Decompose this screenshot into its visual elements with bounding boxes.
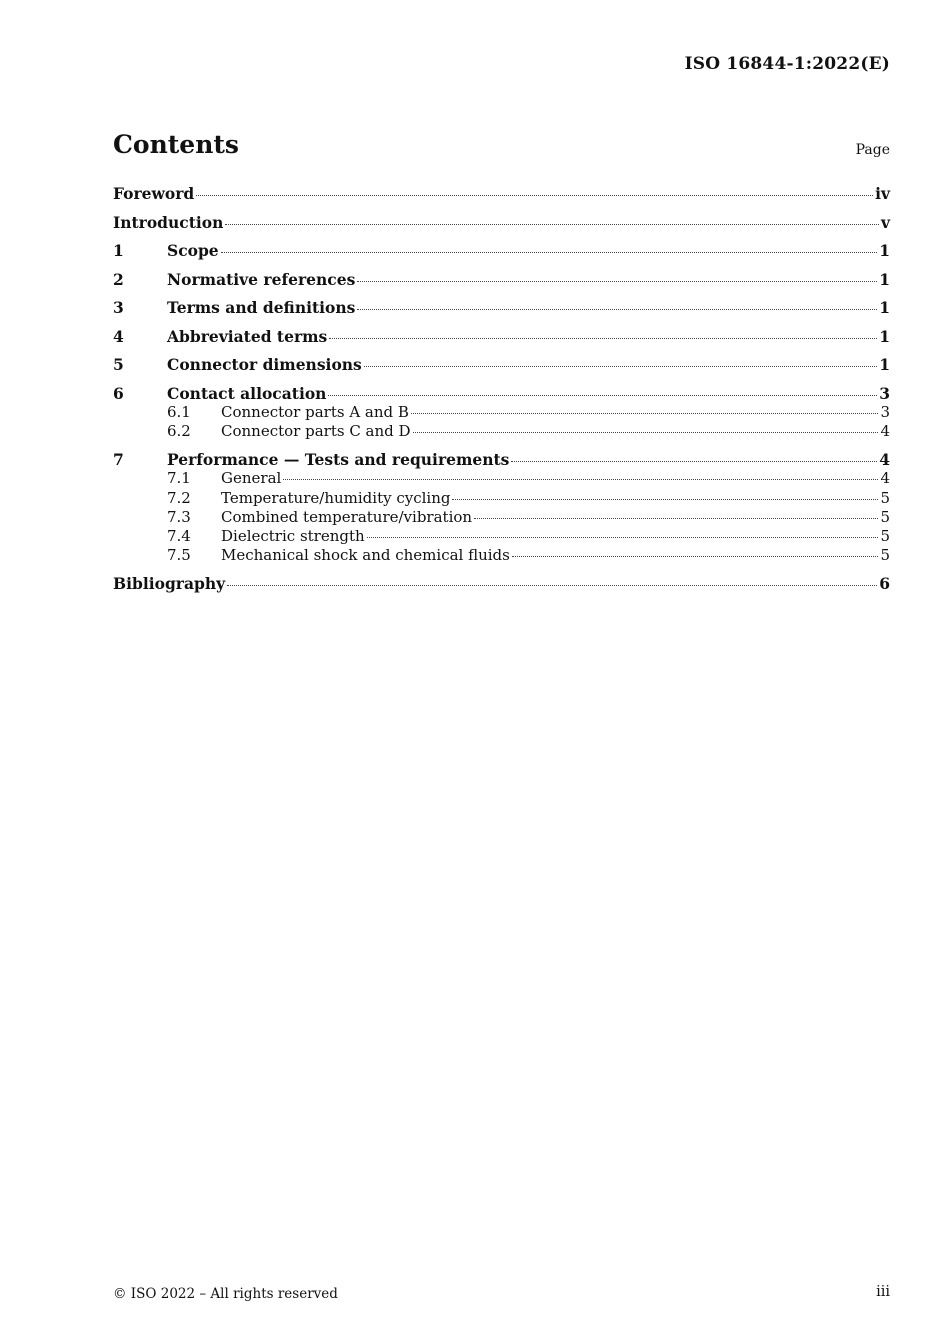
toc-entry-number: 7.1 (167, 469, 191, 488)
toc-entry-number: 1 (113, 241, 124, 260)
toc-entry-page: 5 (880, 507, 890, 526)
toc-entry-connector-parts-c-d[interactable] (113, 422, 890, 441)
toc-entry-page: 3 (880, 402, 890, 421)
page-number: iii (876, 1284, 890, 1300)
toc-entry-abbreviated-terms[interactable] (113, 327, 890, 356)
toc-entry-connector-parts-a-b[interactable] (113, 403, 890, 422)
toc-entry-number: 6 (113, 383, 124, 403)
dot-leader (474, 518, 878, 519)
toc-entry-page: v (880, 212, 890, 232)
toc-entry-number: 7 (113, 449, 124, 469)
dot-leader (329, 338, 877, 339)
toc-entry-number: 2 (113, 269, 124, 289)
toc-entry-title: Dielectric strength (221, 527, 365, 546)
toc-entry-contact-allocation[interactable] (113, 384, 890, 403)
copyright-notice: © ISO 2022 – All rights reserved (113, 1286, 338, 1302)
dot-leader (357, 281, 877, 282)
document-id: ISO 16844-1:2022(E) (684, 54, 890, 74)
toc-entry-performance[interactable] (113, 450, 890, 469)
toc-entry-page: 6 (879, 574, 890, 594)
toc-entry-number: 7.2 (167, 488, 191, 507)
toc-entry-mechanical-shock[interactable] (113, 546, 890, 565)
dot-leader (328, 395, 877, 396)
toc-entry-title: Temperature/humidity cycling (221, 488, 451, 507)
toc-entry-page: 3 (879, 383, 890, 403)
toc-entry-page: 5 (880, 546, 890, 565)
toc-entry-title: Connector dimensions (167, 355, 362, 374)
toc-entry-title: Abbreviated terms (167, 326, 328, 346)
page-column-label: Page (855, 142, 890, 158)
toc-entry-title: Performance — Tests and requirements (167, 449, 510, 469)
toc-entry-normative-references[interactable] (113, 270, 890, 299)
toc-entry-title: Contact allocation (167, 383, 327, 403)
toc-entry-title: Connector parts C and D (221, 422, 411, 441)
toc-entry-title: Combined temperature/vibration (221, 507, 473, 526)
toc-entry-general[interactable] (113, 469, 890, 488)
toc-entry-page: iv (875, 184, 890, 203)
toc-entry-number: 5 (113, 355, 124, 374)
toc-entry-page: 5 (880, 488, 890, 507)
toc-entry-title: Terms and definitions (167, 298, 356, 317)
toc-entry-number: 3 (113, 298, 124, 317)
toc-entry-page: 4 (880, 469, 890, 488)
dot-leader (225, 224, 879, 225)
toc-entry-title: Connector parts A and B (221, 402, 409, 421)
toc-entry-number: 7.5 (167, 546, 191, 565)
dot-leader (411, 413, 879, 414)
toc-entry-page: 1 (879, 298, 890, 317)
toc-entry-combined-temperature-vibration[interactable] (113, 508, 890, 527)
toc-entry-page: 4 (880, 422, 890, 441)
dot-leader (512, 556, 879, 557)
dot-leader (221, 252, 878, 253)
dot-leader (283, 479, 878, 480)
toc-entry-page: 1 (879, 241, 890, 260)
toc-entry-title: Foreword (113, 184, 195, 203)
dot-leader (367, 537, 879, 538)
toc-entry-page: 4 (879, 449, 890, 469)
toc-entry-number: 7.4 (167, 527, 191, 546)
dot-leader (227, 585, 877, 586)
dot-leader (511, 461, 877, 462)
toc-entry-title: General (221, 469, 282, 488)
dot-leader (364, 366, 877, 367)
toc-entry-number: 7.3 (167, 507, 191, 526)
toc-entry-title: Introduction (113, 212, 224, 232)
toc-entry-dielectric-strength[interactable] (113, 527, 890, 546)
toc-entry-scope[interactable] (113, 241, 890, 270)
contents-heading: Contents (113, 130, 240, 159)
toc-entry-page: 1 (879, 269, 890, 289)
toc-entry-number: 4 (113, 326, 124, 346)
dot-leader (196, 195, 873, 196)
toc-entry-title: Normative references (167, 269, 356, 289)
toc-entry-number: 6.1 (167, 402, 191, 421)
table-of-contents (113, 184, 890, 603)
dot-leader (357, 309, 877, 310)
dot-leader (413, 432, 879, 433)
toc-entry-number: 6.2 (167, 422, 191, 441)
toc-entry-title: Scope (167, 241, 219, 260)
toc-entry-page: 1 (879, 326, 890, 346)
dot-leader (452, 499, 878, 500)
toc-entry-connector-dimensions[interactable] (113, 355, 890, 384)
toc-entry-page: 1 (879, 355, 890, 374)
toc-entry-page: 5 (880, 527, 890, 546)
toc-entry-title: Bibliography (113, 574, 226, 594)
toc-entry-foreword[interactable] (113, 184, 890, 213)
toc-entry-title: Mechanical shock and chemical fluids (221, 546, 510, 565)
toc-entry-bibliography[interactable] (113, 574, 890, 603)
toc-entry-terms-and-definitions[interactable] (113, 298, 890, 327)
toc-entry-introduction[interactable] (113, 213, 890, 242)
toc-entry-temperature-humidity-cycling[interactable] (113, 489, 890, 508)
